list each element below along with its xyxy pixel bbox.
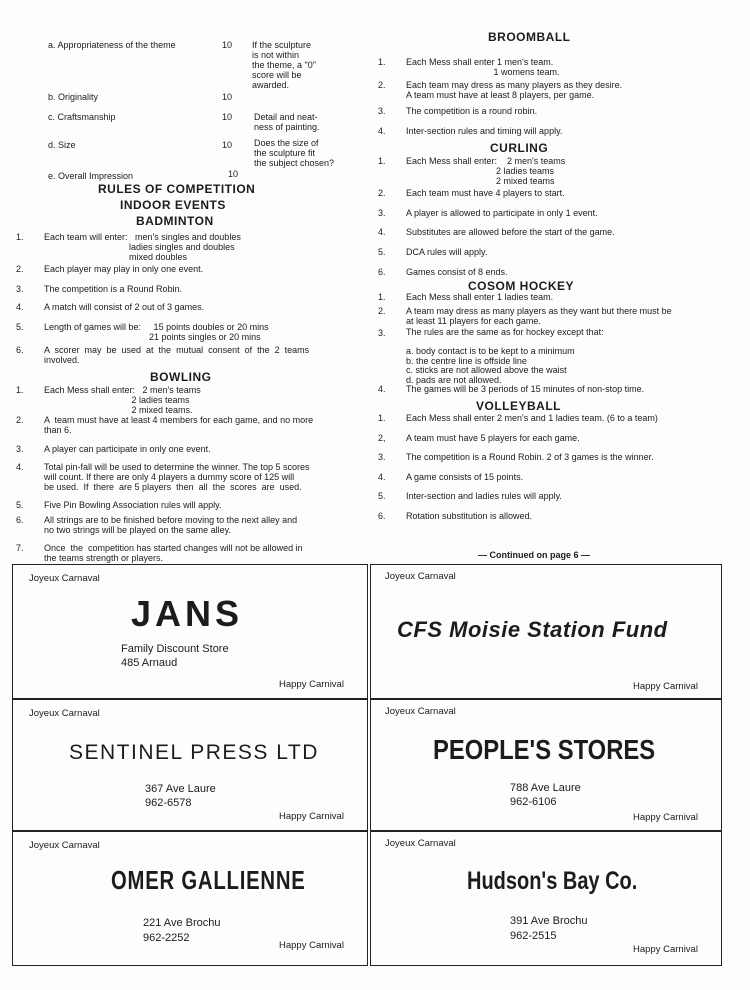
badminton-rule-num: 4. (16, 302, 24, 312)
broomball-rule: Each Mess shall enter 1 men's team. 1 womens team. (406, 57, 560, 77)
ad-business-name: Hudson's Bay Co. (467, 867, 638, 895)
badminton-rule: Length of games will be: 15 points doubles or 20 mins 21 points singles or 20 mins (44, 322, 269, 342)
curling-rule: Each Mess shall enter: 2 men's teams 2 ladies teams 2 mixed teams (406, 156, 566, 186)
ad-greeting: Joyeux Carnaval (29, 708, 100, 719)
ad-business-name: SENTINEL PRESS LTD (69, 741, 319, 764)
bowling-rule: A team must have at least 4 members for each game, and no more than 6. (44, 415, 314, 435)
cosom-rule: The games will be 3 periods of 15 minutes of non-stop time. (406, 384, 645, 394)
curling-rule: A player is allowed to participate in only 1 event. (406, 208, 598, 218)
ad-address: 391 Ave Brochu (510, 915, 588, 927)
criteria-c-label: c. Craftsmanship (48, 112, 116, 122)
continued-note: — Continued on page 6 — (478, 550, 590, 560)
curling-rule: Substitutes are allowed before the start of the game. (406, 227, 615, 237)
ad-greeting: Joyeux Carnaval (385, 838, 456, 849)
badminton-rule: Each player may play in only one event. (44, 264, 204, 274)
criteria-b-points: 10 (222, 92, 233, 102)
broomball-rule: Each team may dress as many players as they desire. A team must have at least 8 players, per game. (406, 80, 623, 100)
ad-closing: Happy Carnival (633, 944, 698, 955)
bowling-rule-num: 5. (16, 500, 24, 510)
ad-address: 485 Arnaud (121, 657, 178, 669)
cosom-rule: A team may dress as many players as they want but there must be at least 11 players for each game. (406, 306, 672, 326)
indoor-events-title: INDOOR EVENTS (120, 198, 226, 212)
ad-closing: Happy Carnival (279, 811, 344, 822)
ad-business-name: OMER GALLIENNE (111, 865, 306, 895)
ad-sentinel-press (12, 699, 368, 831)
volleyball-rule-num: 2, (378, 433, 386, 443)
ad-omer-gallienne (12, 831, 368, 966)
criteria-c-points: 10 (222, 112, 233, 122)
badminton-rule: A match will consist of 2 out of 3 games. (44, 302, 205, 312)
volleyball-rule-num: 4. (378, 472, 386, 482)
criteria-a-points: 10 (222, 40, 233, 50)
bowling-rule-num: 2. (16, 415, 24, 425)
ad-phone: 962-2515 (510, 930, 557, 942)
criteria-e-points: 10 (228, 169, 239, 179)
criteria-a-label: a. Appropriateness of the theme (48, 40, 176, 50)
badminton-rule: The competition is a Round Robin. (44, 284, 183, 294)
ad-phone: 962-2252 (143, 932, 190, 944)
curling-rule-num: 1. (378, 156, 386, 166)
volleyball-rule: The competition is a Round Robin. 2 of 3 games is the winner. (406, 452, 654, 462)
criteria-d-label: d. Size (48, 140, 76, 150)
curling-rule-num: 4. (378, 227, 386, 237)
ad-greeting: Joyeux Carnaval (385, 571, 456, 582)
ad-greeting: Joyeux Carnaval (385, 706, 456, 717)
curling-title: CURLING (490, 141, 549, 155)
bowling-title: BOWLING (150, 370, 212, 384)
ad-address: 788 Ave Laure (510, 782, 581, 794)
broomball-title: BROOMBALL (488, 30, 571, 44)
curling-rule: Each team must have 4 players to start. (406, 188, 565, 198)
criteria-b-label: b. Originality (48, 92, 99, 102)
ad-business-name: CFS Moisie Station Fund (397, 617, 668, 642)
volleyball-rule: Rotation substitution is allowed. (406, 511, 533, 521)
ad-closing: Happy Carnival (279, 679, 344, 690)
cosom-rule: Each Mess shall enter 1 ladies team. (406, 292, 554, 302)
bowling-rule: Each Mess shall enter: 2 men's teams 2 ladies teams 2 mixed teams. (44, 385, 201, 415)
cosom-rule-num: 4. (378, 384, 386, 394)
volleyball-rule-num: 5. (378, 491, 386, 501)
volleyball-rule: Inter-section and ladies rules will apply. (406, 491, 562, 501)
bowling-rule-num: 1. (16, 385, 24, 395)
ad-cfs-moisie (370, 564, 722, 699)
cosom-rule-num: 3. (378, 328, 386, 338)
bowling-rule: Total pin-fall will be used to determine the winner. The top 5 scores will count. If there are only 4 players a dummy score of 125 will be used. If there are 5 players then all the scores are used. (44, 462, 310, 492)
badminton-rule-num: 6. (16, 345, 24, 355)
ad-address: 367 Ave Laure (145, 783, 216, 795)
curling-rule-num: 3. (378, 208, 386, 218)
ad-greeting: Joyeux Carnaval (29, 840, 100, 851)
ad-phone: 962-6578 (145, 797, 192, 809)
bowling-rule-num: 4. (16, 462, 24, 472)
badminton-rule-num: 3. (16, 284, 24, 294)
cosom-rule-num: 1. (378, 292, 386, 302)
broomball-rule-num: 1. (378, 57, 386, 67)
volleyball-rule: A team must have 5 players for each game. (406, 433, 580, 443)
ad-closing: Happy Carnival (633, 681, 698, 692)
ad-hudsons-bay (370, 831, 722, 966)
bowling-rule: Five Pin Bowling Association rules will apply. (44, 500, 222, 510)
broomball-rule: The competition is a round robin. (406, 106, 538, 116)
bowling-rule: Once the competition has started changes will not be allowed in the teams strength or players. (44, 543, 303, 563)
bowling-rule: All strings are to be finished before moving to the next alley and no two strings will be played on the same alley. (44, 515, 298, 535)
ad-greeting: Joyeux Carnaval (29, 573, 100, 584)
volleyball-title: VOLLEYBALL (476, 399, 561, 413)
ad-phone: 962-6106 (510, 796, 557, 808)
bowling-rule: A player can participate in only one event. (44, 444, 211, 454)
ad-address: 221 Ave Brochu (143, 917, 221, 929)
curling-rule-num: 2. (378, 188, 386, 198)
volleyball-rule-num: 3. (378, 452, 386, 462)
volleyball-rule: Each Mess shall enter 2 men's and 1 ladies team. (6 to a team) (406, 413, 658, 423)
criteria-d-note: Does the size of the sculpture fit the subject chosen? (254, 138, 335, 168)
ad-jans (12, 564, 368, 699)
cosom-hockey-title: COSOM HOCKEY (468, 279, 575, 293)
bowling-rule-num: 6. (16, 515, 24, 525)
criteria-d-points: 10 (222, 140, 233, 150)
criteria-a-note: If the sculpture is not within the theme, a "0" score will be awarded. (252, 40, 316, 90)
volleyball-rule-num: 1. (378, 413, 386, 423)
rules-title: RULES OF COMPETITION (98, 182, 256, 196)
ad-peoples-stores (370, 699, 722, 831)
bowling-rule-num: 3. (16, 444, 24, 454)
badminton-rule-num: 5. (16, 322, 24, 332)
volleyball-rule-num: 6. (378, 511, 386, 521)
broomball-rule-num: 2. (378, 80, 386, 90)
ad-tagline: Family Discount Store (121, 643, 229, 655)
criteria-c-note: Detail and neat- ness of painting. (254, 112, 320, 132)
badminton-title: BADMINTON (136, 214, 214, 228)
curling-rule: DCA rules will apply. (406, 247, 488, 257)
broomball-rule-num: 3. (378, 106, 386, 116)
cosom-rule-num: 2. (378, 306, 386, 316)
curling-rule-num: 5. (378, 247, 386, 257)
badminton-rule: A scorer may be used at the mutual consent of the 2 teams involved. (44, 345, 310, 365)
criteria-e-label: e. Overall Impression (48, 171, 134, 181)
bowling-rule-num: 7. (16, 543, 24, 553)
ad-closing: Happy Carnival (633, 812, 698, 823)
ad-closing: Happy Carnival (279, 940, 344, 951)
broomball-rule: Inter-section rules and timing will apply. (406, 126, 563, 136)
ad-business-name: PEOPLE'S STORES (433, 734, 656, 765)
cosom-rule: The rules are the same as for hockey except that: a. body contact is to be kept to a minimum b. the centre line is offside line c. sticks are not allowed above the waist d. pads are not allowed. (406, 327, 604, 385)
curling-rule: Games consist of 8 ends. (406, 267, 508, 277)
badminton-rule-num: 1. (16, 232, 24, 242)
broomball-rule-num: 4. (378, 126, 386, 136)
badminton-rule: Each team will enter: men's singles and doubles ladies singles and doubles mixed doubles (44, 232, 241, 262)
badminton-rule-num: 2. (16, 264, 24, 274)
curling-rule-num: 6. (378, 267, 386, 277)
volleyball-rule: A game consists of 15 points. (406, 472, 524, 482)
ad-business-name: JANS (131, 593, 244, 634)
